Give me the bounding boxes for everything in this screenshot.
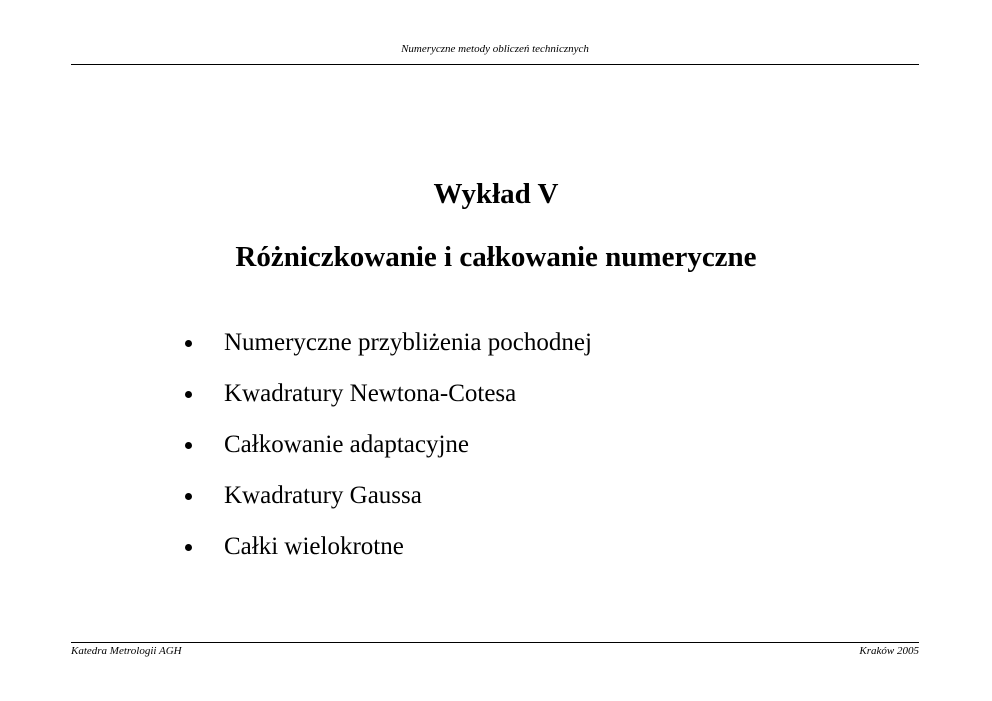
page-footer (71, 642, 919, 663)
topic-item (183, 326, 592, 377)
bullet-icon (185, 544, 192, 551)
lecture-number: Wykład V (433, 178, 559, 210)
topic-list (183, 326, 592, 581)
topic-item (183, 479, 592, 530)
topic-item (183, 377, 592, 428)
topic-label: Całkowanie adaptacyjne (224, 431, 470, 458)
lecture-title: Różniczkowanie i całkowanie numeryczne (235, 241, 757, 273)
topic-label: Kwadratury Newtona-Cotesa (224, 380, 517, 407)
topic-label: Całki wielokrotne (224, 533, 404, 560)
course-title: Numeryczne metody obliczeń technicznych (401, 43, 589, 55)
bullet-icon (185, 391, 192, 398)
topic-label: Kwadratury Gaussa (224, 482, 422, 509)
footer-department: Katedra Metrologii AGH (71, 645, 182, 657)
page-header (71, 40, 919, 65)
footer-place-date: Kraków 2005 (859, 645, 919, 657)
topic-item (183, 428, 592, 479)
bullet-icon (185, 493, 192, 500)
bullet-icon (185, 442, 192, 449)
topic-item (183, 530, 592, 581)
bullet-icon (185, 340, 192, 347)
topic-label: Numeryczne przybliżenia pochodnej (224, 329, 592, 356)
